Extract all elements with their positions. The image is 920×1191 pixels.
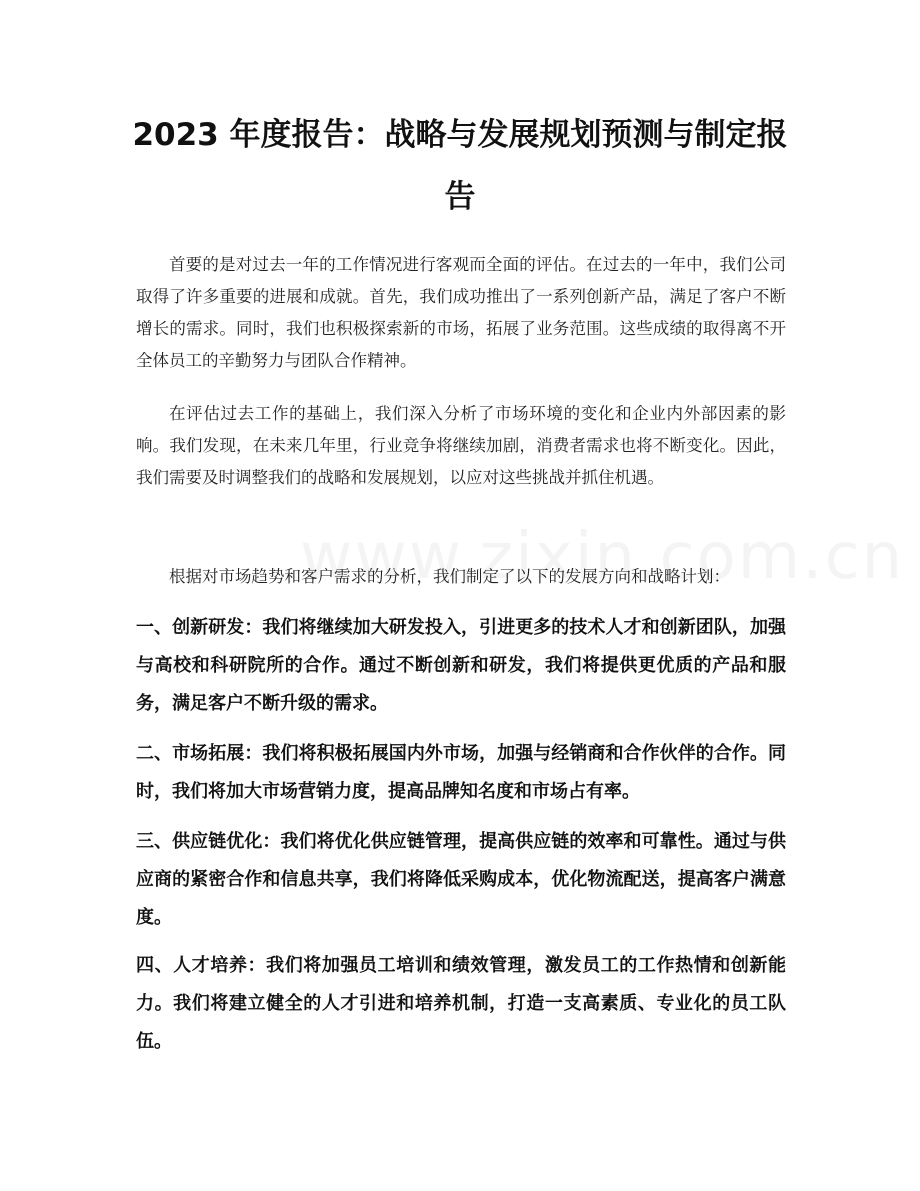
- strategy-item-market: 二、市场拓展：我们将积极拓展国内外市场，加强与经销商和合作伙伴的合作。同时，我们将加大市场营销力度，提高品牌知名度和市场占有率。: [136, 743, 786, 802]
- intro-paragraph-2: 在评估过去工作的基础上，我们深入分析了市场环境的变化和企业内外部因素的影响。我们发现，在未来几年里，行业竞争将继续加剧，消费者需求也将不断变化。因此，我们需要及时调整我们的战略和发展规划，以应对这些挑战并抓住机遇。: [136, 404, 786, 487]
- strategy-item-supply-chain: 三、供应链优化：我们将优化供应链管理，提高供应链的效率和可靠性。通过与供应商的紧密合作和信息共享，我们将降低采购成本，优化物流配送，提高客户满意度。: [136, 831, 786, 928]
- intro-paragraph-1: 首要的是对过去一年的工作情况进行客观而全面的评估。在过去的一年中，我们公司取得了许多重要的进展和成就。首先，我们成功推出了一系列创新产品，满足了客户不断增长的需求。同时，我们也积极探索新的市场，拓展了业务范围。这些成绩的取得离不开全体员工的辛勤努力与团队合作精神。: [136, 255, 786, 370]
- strategy-item-innovation: 一、创新研发：我们将继续加大研发投入，引进更多的技术人才和创新团队，加强与高校和科研院所的合作。通过不断创新和研发，我们将提供更优质的产品和服务，满足客户不断升级的需求。: [136, 617, 786, 714]
- intro-paragraph-3: 根据对市场趋势和客户需求的分析，我们制定了以下的发展方向和战略计划：: [169, 567, 730, 586]
- strategy-item-talent: 四、人才培养：我们将加强员工培训和绩效管理，激发员工的工作热情和创新能力。我们将建立健全的人才引进和培养机制，打造一支高素质、专业化的员工队伍。: [136, 955, 786, 1052]
- document-title: 2023 年度报告：战略与发展规划预测与制定报告: [132, 117, 788, 215]
